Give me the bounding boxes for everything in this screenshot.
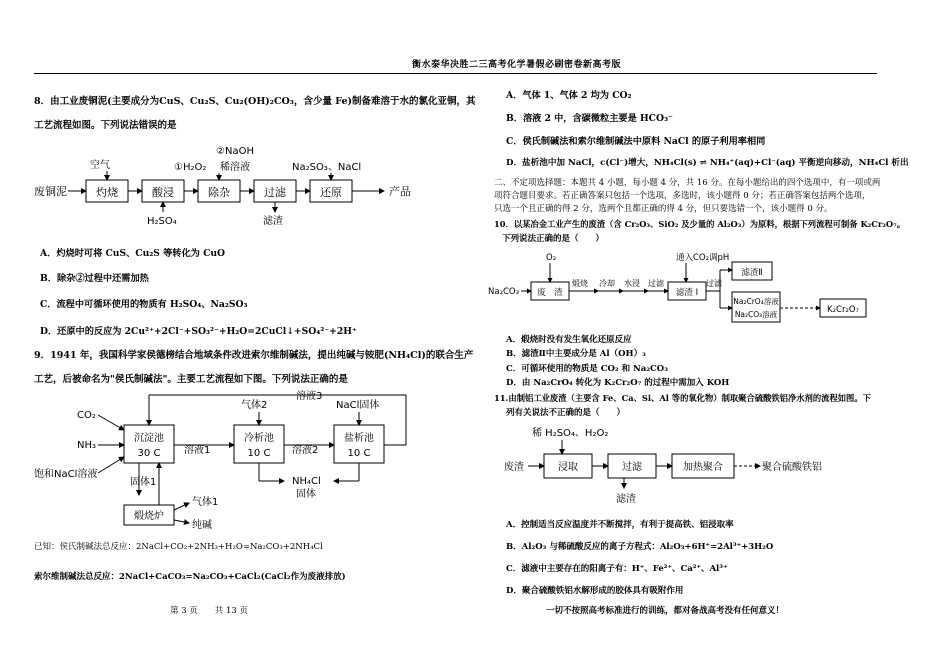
q9-box-precip-temp: 30 C (137, 448, 161, 459)
q9-flow-diagram (34, 385, 454, 530)
q10-sol-a-label: Na₂CrO₄溶液 (733, 297, 779, 306)
q9-gas1-label: 气体1 (192, 497, 219, 508)
q11-end-label: 聚合硫酸铁铝 (762, 462, 822, 473)
q8-flow-diagram (34, 140, 454, 235)
q10-stem-line1: 10．以某冶金工业产生的废渣（含 Cr₂O₃、SiO₂ 及少量的 Al₂O₃）为原料，根据下列流程可制备 K₂Cr₂O₇。 (494, 219, 906, 229)
q8-h2so4-label: H₂SO₄ (147, 216, 177, 227)
q11-option-d: D．聚合硫酸铁铝水解形成的胶体具有吸附作用 (506, 586, 684, 596)
q10-filter2-label: 过滤 (706, 279, 722, 288)
q9-soda-label: 纯碱 (192, 520, 212, 530)
q9-solution1-label: 溶液1 (184, 445, 211, 456)
q10-cool-label: 冷却 (599, 279, 615, 288)
q10-flow-diagram (488, 248, 878, 330)
q9-nh4cl-solid-label: 固体 (296, 489, 316, 500)
q9-option-d: D．盐析池中加 NaCl，c(Cl⁻)增大，NH₄Cl(s) ⇌ NH₄⁺(aq)+Cl⁻(aq) 平衡逆向移动，NH₄Cl 析出 (506, 158, 909, 168)
section2-line2: 项符合题目要求。若正确答案只包括一个选项，多选时，该小题得 0 分；若正确答案包括两个选项， (494, 191, 871, 201)
q8-box-impurity-label: 除杂 (208, 186, 230, 199)
q8-stem-line1: 8．由工业废铜泥(主要成分为CuS、Cu₂S、Cu₂(OH)₂CO₃，含少量 Fe)制备难溶于水的氯化亚铜，其 (34, 96, 476, 107)
q8-option-b: B．除杂②过程中还需加热 (40, 273, 149, 284)
q8-residue-label: 滤渣 (263, 216, 283, 227)
q11-box-leach-label: 浸取 (558, 462, 578, 473)
q9-co2-label: CO₂ (77, 410, 96, 421)
q9-stem-line2: 工艺，后被命名为"侯氏制碱法"。主要工艺流程如下图。下列说法正确的是 (34, 374, 348, 385)
header-divider (34, 73, 877, 74)
q9-box-salt-label: 盐析池 (344, 433, 374, 444)
q9-nh4cl-label: NH₄Cl (292, 476, 321, 487)
section2-line3: 只选一个且正确的得 2 分，选两个且都正确的得 4 分，但只要选错一个，该小题得 0 分。 (494, 204, 833, 214)
footer-slogan: 一切不按照高考标准进行的训练，都对备战高考没有任何意义！ (546, 606, 785, 616)
q8-box-filter-label: 过滤 (264, 186, 286, 199)
q11-box-polymerize-label: 加热聚合 (683, 462, 723, 473)
q9-solid1-label: 固体1 (130, 477, 157, 488)
q8-flow-end: 产品 (389, 185, 411, 198)
q8-reagent1-label: ①H₂O₂ (174, 162, 207, 173)
q11-flow-diagram (494, 420, 884, 505)
q9-box-precip-label: 沉淀池 (134, 433, 164, 444)
q10-filter-label: 过滤 (648, 279, 664, 288)
section2-line1: 二、不定项选择题：本题共 4 小题，每小题 4 分，共 16 分。在每小题给出的四个选项中，有一项或两 (494, 178, 881, 188)
q10-water-label: 水浸 (624, 279, 640, 288)
q9-known-solvay: 索尔维制碱法总反应：2NaCl+CaCO₃=Na₂CO₃+CaCl₂(CaCl₂作为废液排放) (34, 572, 346, 582)
q8-box-acid-leach-label: 酸浸 (152, 186, 174, 199)
q9-nh3-label: NH₃ (77, 440, 97, 451)
q10-option-b: B．滤渣Ⅱ中主要成分是 Al（OH）₃ (506, 349, 646, 359)
q11-option-c: C．滤液中主要存在的阳离子有：H⁺、Fe²⁺、Ca²⁺、Al³⁺ (506, 564, 728, 574)
q11-reagent-label: 稀 H₂SO₄、H₂O₂ (532, 428, 609, 439)
q8-option-c: C．流程中可循环使用的物质有 H₂SO₄、Na₂SO₃ (40, 299, 248, 310)
q9-option-a: A．气体 1、气体 2 均为 CO₂ (506, 90, 632, 101)
q9-option-c: C．侯氏制碱法和索尔维制碱法中原料 NaCl 的原子利用率相同 (506, 136, 766, 147)
q8-option-a: A．灼烧时可将 CuS、Cu₂S 等转化为 CuO (40, 248, 226, 259)
page-number: 第 3 页 共 13 页 (170, 606, 249, 616)
q8-flow-start: 废铜泥 (34, 185, 67, 198)
q10-bake-label: 煅烧 (572, 279, 588, 288)
q9-box-cool-label: 冷析池 (244, 433, 274, 444)
q10-sol-b-label: Na₂CO₃溶液 (734, 310, 778, 319)
q9-gas2-label: 气体2 (241, 400, 268, 411)
q8-box-reduce-label: 还原 (320, 186, 342, 199)
q9-naclsolid-label: NaCl固体 (336, 400, 380, 411)
q9-box-salt-temp: 10 C (347, 448, 371, 459)
q11-start-label: 废渣 (504, 462, 524, 473)
q10-option-a: A．煅烧时没有发生氧化还原反应 (506, 335, 632, 345)
q8-air-label: 空气 (90, 160, 110, 171)
q10-na2co3-label: Na₂CO₃ (488, 287, 520, 297)
q11-option-b: B．Al₂O₃ 与稀硫酸反应的离子方程式：Al₂O₃+6H⁺=2Al³⁺+3H₂O (506, 542, 774, 552)
q11-stem-line1: 11.由制铝工业废渣（主要含 Fe、Ca、Si、Al 等的氧化物）制取聚合硫酸铁铝净水剂的流程如图。下 (494, 393, 871, 403)
q10-box-residue2-label: 滤渣Ⅱ (741, 268, 763, 278)
q9-known-hou: 已知：侯氏制碱法总反应：2NaCl+CO₂+2NH₃+H₂O=Na₂CO₃+2NH₄Cl (34, 542, 323, 552)
q10-box-slag-label: 废 渣 (537, 288, 563, 298)
q10-option-d: D．由 Na₂CrO₄ 转化为 K₂Cr₂O₇ 的过程中需加入 KOH (506, 378, 730, 388)
q11-box-filter-label: 过滤 (622, 462, 642, 473)
q10-box-residue1-label: 滤渣 I (675, 288, 699, 298)
q9-nacl-label: 饱和NaCl溶液 (34, 469, 98, 480)
q9-solution2-label: 溶液2 (292, 445, 319, 456)
q8-stem-line2: 工艺流程如图。下列说法错误的是 (34, 120, 177, 131)
q8-reagent2b-label: 稀溶液 (220, 162, 250, 173)
q10-option-c: C．可循环使用的物质是 CO₂ 和 Na₂CO₃ (506, 364, 668, 374)
q11-stem-line2: 列有关说法不正确的是（ ） (506, 408, 626, 418)
q9-box-furnace-label: 煅烧炉 (134, 511, 164, 522)
q8-option-d: D．还原中的反应为 2Cu²⁺+2Cl⁻+SO₃²⁻+H₂O=2CuCl↓+SO₄²⁻+2H⁺ (40, 326, 357, 337)
q8-reagent2-label: ②NaOH (216, 146, 254, 157)
q9-stem-line1: 9．1941 年，我国科学家侯德榜结合地域条件改进索尔维制碱法，提出纯碱与铵肥(NH₄Cl)的联合生产 (34, 350, 474, 361)
page-header-title: 衡水泰华决胜二三高考化学暑假必刷密卷新高考版 (412, 60, 622, 70)
q10-co2ph-label: 通入CO₂调pH (676, 253, 730, 263)
q11-option-a: A．控制适当反应温度并不断搅拌，有利于提高铁、铝浸取率 (506, 520, 734, 530)
q11-residue-label: 滤渣 (616, 494, 636, 505)
q10-product-label: K₂Cr₂O₇ (827, 305, 859, 315)
q8-box-roast-label: 灼烧 (96, 186, 118, 199)
q9-option-b: B．溶液 2 中，含碳微粒主要是 HCO₃⁻ (506, 113, 673, 124)
q10-stem-line2: 下列说法正确的是（ ） (502, 234, 605, 244)
q10-o2-label: O₂ (546, 253, 557, 263)
q8-na2so3-label: Na₂SO₃、NaCl (292, 162, 362, 173)
q9-box-cool-temp: 10 C (247, 448, 271, 459)
q9-solution3-label: 溶液3 (296, 391, 323, 402)
